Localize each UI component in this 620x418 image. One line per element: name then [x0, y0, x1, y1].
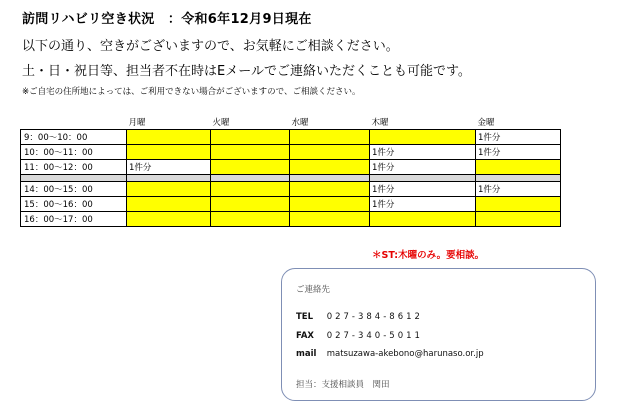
slot-available-cell — [290, 160, 370, 175]
schedule-row — [21, 145, 561, 160]
day-header-mon: 月曜 — [128, 117, 146, 128]
intro-text: 以下の通り、空きがございますので、お気軽にご相談ください。 — [22, 39, 399, 54]
time-slot-label: 11：00〜12：00 — [21, 160, 127, 175]
schedule-table — [20, 114, 561, 227]
time-slot-label: 16：00〜17：00 — [21, 212, 127, 227]
slot-available-cell — [476, 212, 561, 227]
slot-available-cell — [370, 130, 476, 145]
slot-available-cell — [127, 197, 211, 212]
slot-available-cell — [290, 145, 370, 160]
slot-available-cell — [211, 182, 290, 197]
time-header — [21, 114, 127, 130]
slot-available-cell — [127, 130, 211, 145]
schedule-row — [21, 197, 561, 212]
day-header-thu: 木曜 — [371, 117, 389, 128]
day-header-wed: 水曜 — [291, 117, 309, 128]
schedule-row — [21, 212, 561, 227]
day-header-row — [21, 114, 561, 130]
slot-available-cell — [476, 197, 561, 212]
slot-cell: 1件分 — [370, 197, 476, 212]
lunch-cell — [290, 175, 370, 182]
slot-cell: 1件分 — [476, 130, 561, 145]
day-header-fri: 金曜 — [477, 117, 495, 128]
time-slot-label: 15：00〜16：00 — [21, 197, 127, 212]
time-slot-label: 14：00〜15：00 — [21, 182, 127, 197]
lunch-cell — [370, 175, 476, 182]
mail-label: mail — [296, 349, 317, 359]
slot-available-cell — [211, 197, 290, 212]
time-slot-label: 9：00〜10：00 — [21, 130, 127, 145]
slot-available-cell — [476, 160, 561, 175]
slot-available-cell — [211, 212, 290, 227]
lunch-cell — [21, 175, 127, 182]
lunch-cell — [127, 175, 211, 182]
time-slot-label: 10：00〜11：00 — [21, 145, 127, 160]
mail-row — [296, 349, 484, 359]
tel-label: TEL — [296, 312, 314, 322]
tel-row — [296, 312, 423, 322]
schedule-row — [21, 160, 561, 175]
slot-available-cell — [290, 197, 370, 212]
slot-available-cell — [290, 182, 370, 197]
st-note: ＊ST:木曜のみ。要相談。 — [372, 250, 485, 261]
contact-title: ご連絡先 — [296, 285, 331, 295]
slot-available-cell — [127, 212, 211, 227]
lunch-cell — [476, 175, 561, 182]
slot-available-cell — [370, 212, 476, 227]
slot-cell: 1件分 — [370, 160, 476, 175]
slot-available-cell — [127, 182, 211, 197]
slot-cell: 1件分 — [370, 145, 476, 160]
schedule-row — [21, 182, 561, 197]
slot-available-cell — [127, 145, 211, 160]
contact-box — [281, 268, 596, 401]
slot-available-cell — [290, 130, 370, 145]
email-notice-text: 土・日・祝日等、担当者不在時はEメールでご連絡いただくことも可能です。 — [22, 64, 471, 79]
slot-cell: 1件分 — [370, 182, 476, 197]
slot-cell: 1件分 — [476, 145, 561, 160]
mail-address[interactable]: matsuzawa-akebono@harunaso.or.jp — [326, 349, 484, 359]
fax-label: FAX — [296, 331, 314, 341]
slot-available-cell — [211, 145, 290, 160]
lunch-cell — [211, 175, 290, 182]
day-header-tue: 火曜 — [212, 117, 230, 128]
fax-number: 027-340-5011 — [326, 331, 423, 341]
slot-cell: 1件分 — [127, 160, 211, 175]
slot-available-cell — [211, 130, 290, 145]
page-title: 訪問リハビリ空き状況 ：令和6年12月9日現在 — [22, 12, 312, 27]
slot-available-cell — [290, 212, 370, 227]
fax-row — [296, 331, 423, 341]
slot-cell: 1件分 — [476, 182, 561, 197]
slot-available-cell — [211, 160, 290, 175]
staff-text: 担当：支援相談員 関田 — [296, 380, 390, 390]
address-note: ※ご自宅の住所地によっては、ご利用できない場合がございますので、ご相談ください。 — [22, 87, 361, 97]
lunch-break-row — [21, 175, 561, 182]
tel-number[interactable]: 027-384-8612 — [326, 312, 423, 322]
schedule-row — [21, 130, 561, 145]
